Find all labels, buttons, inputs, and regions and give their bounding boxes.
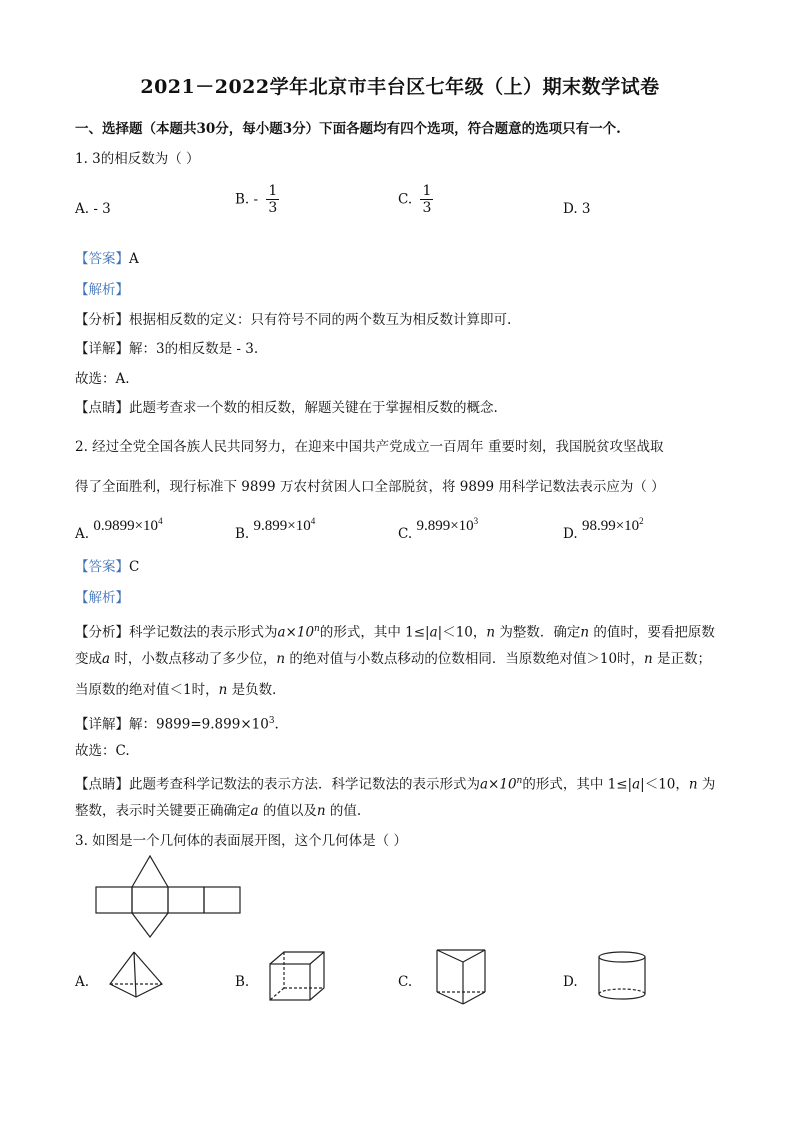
q3-stem: 3. 如图是一个几何体的表面展开图，这个几何体是（ ） [75,833,407,849]
text: 的形式，其中 1≤| [319,624,430,641]
math: a [632,776,641,793]
fraction-numerator: 1 [422,183,432,199]
text: 此题考查科学记数法的表示方法．科学记数法的表示形式为 [129,776,480,793]
q2-fenxi-line1 [75,620,715,642]
q1-option-d: D. 3 [563,201,591,217]
cube-icon [268,950,328,1002]
math-exp: 3 [268,716,275,726]
net-face-1 [96,887,132,913]
q2-option-d-label: D. [563,526,578,542]
q2-guxuan: 故选：C. [75,743,130,759]
text: 的绝对值与小数点移动的位数相同．当原数绝对值＞10时， [285,651,645,667]
math: n [644,651,653,667]
sci-exponent: 4 [310,516,316,526]
q2-option-d-value [582,518,644,534]
text: 的形式，其中 1≤| [522,776,633,793]
q2-answer [75,558,139,576]
q2-stem-line1: 2. 经过全党全国各族人民共同努力，在迎来中国共产党成立一百周年 重要时刻，我国脱贫攻坚战取 [75,439,664,455]
q2-option-b-label: B. [235,526,250,542]
answer-value: A [129,251,139,267]
q1-option-a: A. - 3 [75,201,111,217]
q2-dianjing-line1 [75,772,715,794]
math: n [316,803,326,819]
net-face-4 [204,887,240,913]
answer-value: C [129,559,140,575]
text: 变成 [75,651,102,667]
triangular-prism-icon [433,948,493,1006]
net-face-3 [168,887,204,913]
q3-option-c-label: C. [398,974,413,990]
q1-option-b-label: B. - [235,191,259,208]
sci-exponent: 2 [639,516,644,526]
text: 整数，表示时关键要正确确定 [75,803,251,819]
net-face-2 [132,887,168,913]
math-exp: n [516,776,523,786]
answer-tag: 【答案】 [75,559,129,575]
q2-option-a [75,512,163,542]
fraction-denominator: 3 [268,200,278,216]
text: 的值以及 [258,803,317,819]
dianjing-tag: 【点睛】 [75,776,129,793]
fenxi-tag: 【分析】 [75,624,129,641]
xiangjie-text: 解：3的相反数是 - 3. [129,341,259,357]
text: 为整数．确定 [495,624,581,641]
xiangjie-tag: 【详解】 [75,341,129,357]
text: 当原数的绝对值＜1时， [75,682,219,698]
sci-mantissa: 9.899×10 [253,518,311,534]
fenxi-text: 根据相反数的定义：只有符号不同的两个数互为相反数计算即可. [129,312,512,328]
q1-option-b [235,183,279,216]
text: 的值. [325,803,362,819]
sci-mantissa: 0.9899×10 [93,518,159,534]
text: 的值时，要看把原数 [589,624,715,641]
section-heading: 一、选择题（本题共30分，每小题3分）下面各题均有四个选项，符合题意的选项只有一个. [75,121,621,137]
q2-option-c-value [416,518,478,534]
q2-option-a-value [93,518,162,534]
sci-exponent: 3 [473,516,479,526]
q2-analysis-tag: 【解析】 [75,590,129,606]
tetrahedron-icon [106,950,166,1000]
net-triangle-top [132,856,168,887]
fenxi-tag: 【分析】 [75,312,129,328]
net-diagram [95,855,275,940]
fraction-numerator: 1 [268,183,278,199]
text: 是正数； [652,651,712,667]
q1-fenxi [75,311,511,329]
q1-guxuan: 故选：A. [75,371,130,387]
q2-xiangjie [75,712,279,734]
q2-option-b-value [254,518,316,534]
math: a×10 [277,624,315,641]
math: a [250,803,259,819]
q1-xiangjie [75,340,258,358]
math-exp: n [314,624,320,634]
text: 是负数． [227,682,286,698]
sci-mantissa: 9.899×10 [416,518,474,534]
math: n [486,624,496,641]
text: 为 [697,776,716,793]
math: n [688,776,698,793]
q2-fenxi-line3 [75,681,286,699]
q3-option-a-label: A. [75,974,90,990]
math: a [102,651,111,667]
page-title: 2021－2022学年北京市丰台区七年级（上）期末数学试卷 [140,76,660,98]
text: . [274,716,279,733]
net-triangle-bottom [132,913,168,937]
math: n [580,624,590,641]
answer-tag: 【答案】 [75,251,129,267]
dianjing-tag: 【点睛】 [75,400,129,416]
q1-option-c-fraction [420,183,433,216]
q1-answer [75,250,139,268]
math: a×10 [480,776,517,793]
q2-fenxi-line2 [75,650,711,668]
q1-analysis-tag: 【解析】 [75,282,129,298]
q1-stem: 1. 3的相反数为（ ） [75,151,200,167]
q1-option-b-fraction [266,183,279,216]
q3-option-b-label: B. [235,974,250,990]
q2-dianjing-line2 [75,802,361,820]
q2-stem-line2: 得了全面胜利，现行标准下 9899 万农村贫困人口全部脱贫，将 9899 用科学记数法表示应为（ ） [75,479,665,495]
sci-exponent: 4 [158,516,163,526]
q1-dianjing [75,399,498,417]
sci-mantissa: 98.99×10 [581,518,640,534]
text: |＜10， [437,624,487,641]
fraction-denominator: 3 [422,200,432,216]
text: |＜10， [640,776,689,793]
q1-option-c [398,183,433,216]
dianjing-text: 此题考查求一个数的相反数，解题关键在于掌握相反数的概念. [129,400,498,416]
text: 时，小数点移动了多少位， [110,651,277,667]
q2-option-d [563,512,644,542]
q3-option-d-label: D. [563,974,578,990]
q2-option-b [235,512,316,542]
math: n [276,651,286,667]
q2-option-c-label: C. [398,526,413,542]
q2-option-c [398,512,479,542]
xiangjie-tag: 【详解】 [75,716,129,733]
math: a [429,624,438,641]
q1-option-c-label: C. [398,191,413,208]
text: 科学记数法的表示形式为 [129,624,278,641]
q2-option-a-label: A. [75,526,90,542]
text: 解：9899=9.899×10 [129,716,269,733]
math: n [218,682,228,698]
cylinder-icon [596,950,648,1002]
